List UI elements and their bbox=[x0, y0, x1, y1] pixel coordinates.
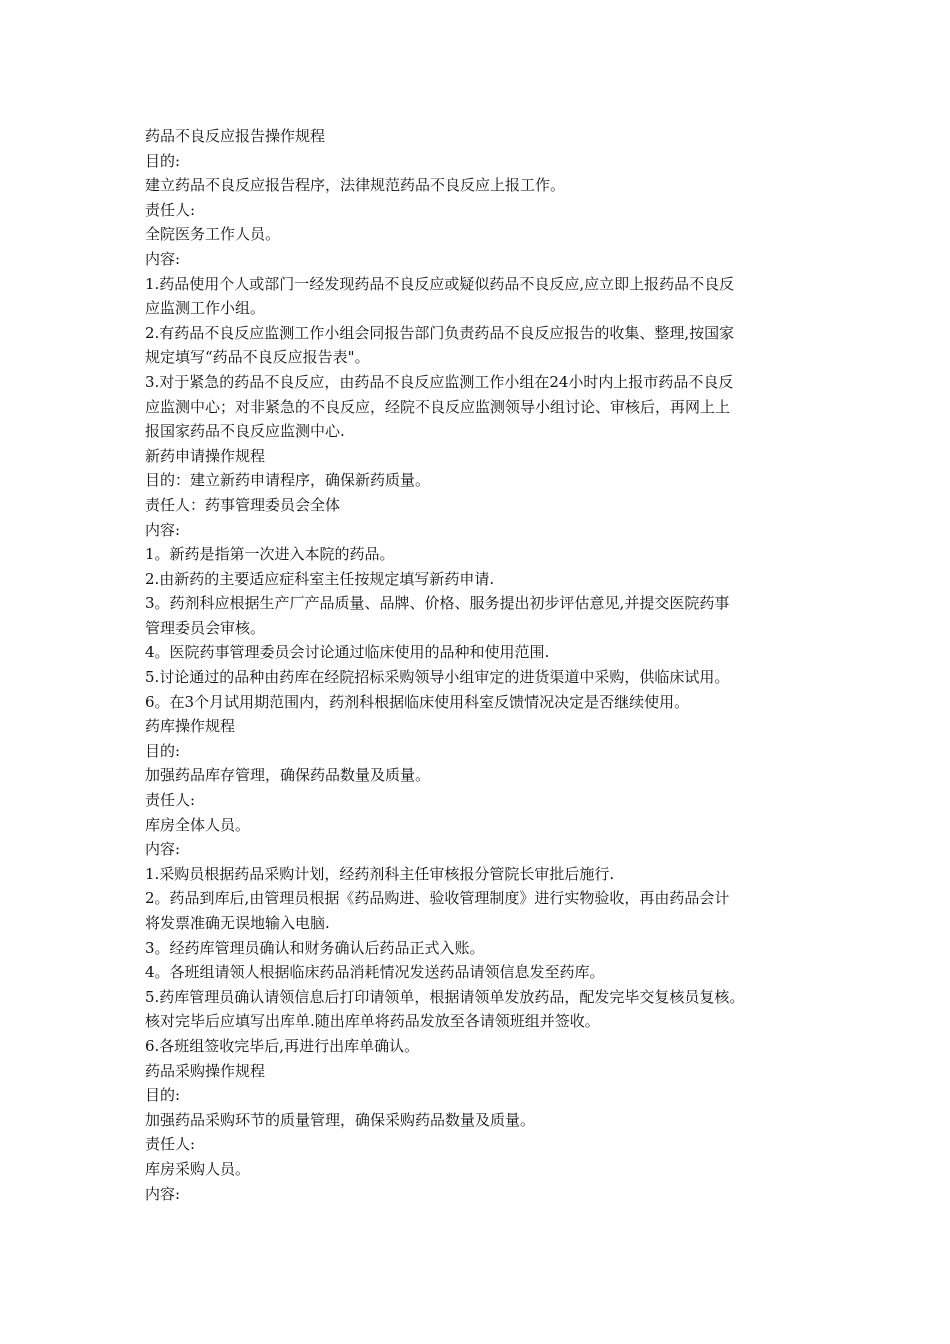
document-line: 内容: bbox=[145, 520, 181, 539]
document-line: 责任人: bbox=[145, 791, 196, 810]
document-line: 3.对于紧急的药品不良反应，由药品不良反应监测工作小组在24小时内上报市药品不良反 bbox=[145, 372, 734, 391]
document-line: 2。药品到库后,由管理员根据《药品购进、验收管理制度》进行实物验收，再由药品会计 bbox=[145, 889, 730, 908]
document-line: 5.药库管理员确认请领信息后打印请领单，根据请领单发放药品，配发完毕交复核员复核。 bbox=[145, 987, 745, 1006]
document-line: 全院医务工作人员。 bbox=[145, 225, 281, 244]
document-line: 内容: bbox=[145, 840, 181, 859]
document-line: 库房全体人员。 bbox=[145, 815, 251, 834]
document-line: 5.讨论通过的品种由药库在经院招标采购领导小组审定的进货渠道中采购，供临床试用。 bbox=[145, 668, 730, 687]
document-line: 库房采购人员。 bbox=[145, 1159, 251, 1178]
document-line: 规定填写“药品不良反应报告表"。 bbox=[145, 348, 370, 367]
document-line: 责任人: bbox=[145, 200, 196, 219]
document-line: 应监测工作小组。 bbox=[145, 299, 266, 318]
document-line: 目的: bbox=[145, 741, 181, 760]
document-line: 内容: bbox=[145, 249, 181, 268]
document-line: 药库操作规程 bbox=[145, 717, 236, 736]
document-line: 报国家药品不良反应监测中心. bbox=[145, 422, 345, 441]
document-line: 管理委员会审核。 bbox=[145, 618, 266, 637]
document-line: 加强药品库存管理，确保药品数量及质量。 bbox=[145, 766, 431, 785]
document-line: 药品不良反应报告操作规程 bbox=[145, 127, 326, 145]
document-line: 1.采购员根据药品采购计划，经药剂科主任审核报分管院长审批后施行. bbox=[145, 864, 615, 883]
document-page bbox=[145, 124, 825, 1206]
document-line: 建立药品不良反应报告程序，法律规范药品不良反应上报工作。 bbox=[145, 176, 566, 195]
document-line: 内容: bbox=[145, 1184, 181, 1203]
document-line: 应监测中心；对非紧急的不良反应，经院不良反应监测领导小组讨论、审核后，再网上上 bbox=[145, 397, 731, 416]
document-line: 新药申请操作规程 bbox=[145, 446, 266, 465]
document-line: 6.各班组签收完毕后,再进行出库单确认。 bbox=[145, 1036, 420, 1055]
document-line: 核对完毕后应填写出库单.随出库单将药品发放至各请领班组并签收。 bbox=[145, 1012, 600, 1031]
document-line: 3。经药库管理员确认和财务确认后药品正式入账。 bbox=[145, 938, 485, 957]
document-line: 6。在3个月试用期范围内，药剂科根据临床使用科室反馈情况决定是否继续使用。 bbox=[145, 692, 690, 711]
document-line: 4。各班组请领人根据临床药品消耗情况发送药品请领信息发至药库。 bbox=[145, 963, 605, 982]
document-line: 2.由新药的主要适应症科室主任按规定填写新药申请. bbox=[145, 569, 495, 588]
document-line: 3。药剂科应根据生产厂产品质量、品牌、价格、服务提出初步评估意见,并提交医院药事 bbox=[145, 594, 730, 613]
document-line: 将发票准确无误地输入电脑. bbox=[145, 914, 330, 932]
document-line: 目的: bbox=[145, 151, 181, 170]
document-line: 加强药品采购环节的质量管理，确保采购药品数量及质量。 bbox=[145, 1110, 536, 1129]
document-line: 1。新药是指第一次进入本院的药品。 bbox=[145, 545, 395, 564]
document-line: 目的: bbox=[145, 1086, 181, 1105]
document-line: 责任人: bbox=[145, 1135, 196, 1154]
document-line: 药品采购操作规程 bbox=[145, 1061, 266, 1080]
document-line: 目的：建立新药申请程序，确保新药质量。 bbox=[145, 471, 431, 490]
document-line: 责任人：药事管理委员会全体 bbox=[145, 495, 341, 514]
document-line: 2.有药品不良反应监测工作小组会同报告部门负责药品不良反应报告的收集、整理,按国家 bbox=[145, 323, 735, 342]
document-line: 4。医院药事管理委员会讨论通过临床使用的品种和使用范围. bbox=[145, 643, 550, 662]
document-line: 1.药品使用个人或部门一经发现药品不良反应或疑似药品不良反应,应立即上报药品不良反 bbox=[145, 274, 735, 293]
